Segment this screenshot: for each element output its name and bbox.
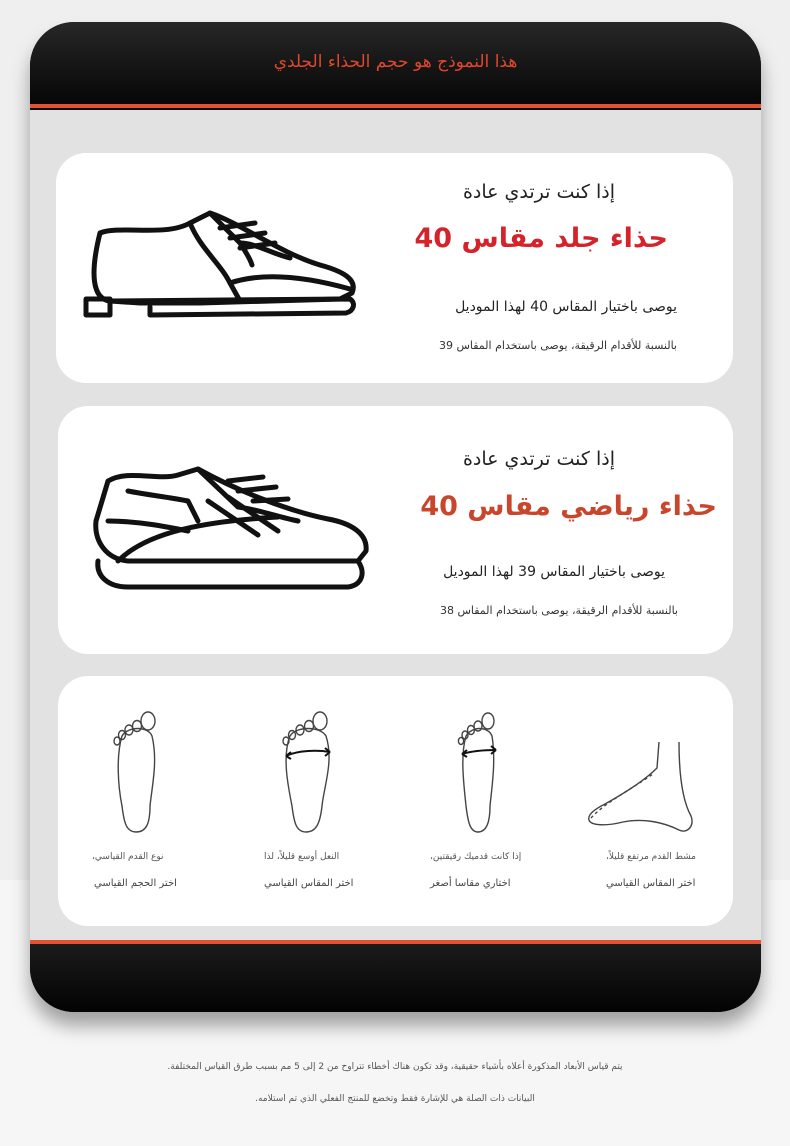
leather-size-label: حذاء جلد مقاس 40: [414, 223, 668, 254]
leather-narrow-note: بالنسبة للأقدام الرقيقة، يوصى باستخدام المقاس 39: [438, 339, 677, 352]
narrow-foot-icon: [450, 706, 510, 836]
content-panel: [30, 110, 761, 940]
foot-type-1-advice: اختر الحجم القياسي: [94, 878, 177, 889]
foot-type-1-desc: نوع القدم القياسي،: [92, 852, 164, 862]
standard-foot-icon: [108, 706, 168, 836]
measurement-disclaimer: يتم قياس الأبعاد المذكورة أعلاه بأشياء حقيقية، وقد تكون هناك أخطاء تتراوح من 2 إلى 5 مم بسبب طرق القياس المختلفة.: [167, 1062, 623, 1072]
usual-size-prompt: إذا كنت ترتدي عادة: [462, 181, 615, 203]
high-arch-foot-icon: [583, 738, 703, 838]
foot-type-3-desc: إذا كانت قدميك رقيقتين،: [430, 852, 522, 862]
sneaker-size-card: [58, 406, 733, 654]
leather-recommendation: يوصى باختيار المقاس 40 لهذا الموديل: [455, 299, 677, 315]
size-guide-frame: [30, 22, 761, 1012]
footer-band: [30, 944, 761, 1012]
foot-type-3-advice: اختاري مقاسا أصغر: [430, 878, 511, 889]
sneaker-icon: [88, 461, 373, 596]
foot-type-2-advice: اختر المقاس القياسي: [264, 878, 354, 889]
leather-shoe-icon: [80, 203, 365, 323]
page-title: هذا النموذج هو حجم الحذاء الجلدي: [273, 52, 518, 72]
leather-size-card: [56, 153, 733, 383]
sneaker-size-label: حذاء رياضي مقاس 40: [420, 491, 717, 522]
usual-size-prompt-2: إذا كنت ترتدي عادة: [462, 448, 615, 470]
sneaker-narrow-note: بالنسبة للأقدام الرقيقة، يوصى باستخدام المقاس 38: [439, 604, 678, 617]
header-accent-line: [30, 104, 761, 108]
reference-disclaimer: البيانات ذات الصلة هي للإشارة فقط وتخضع للمنتج الفعلي الذي تم استلامه.: [255, 1094, 535, 1104]
foot-type-2-desc: النعل أوسع قليلاً، لذا: [264, 852, 340, 862]
foot-type-4-desc: مشط القدم مرتفع قليلاً،: [606, 852, 696, 862]
sneaker-recommendation: يوصى باختيار المقاس 39 لهذا الموديل: [443, 564, 665, 580]
foot-type-4-advice: اختر المقاس القياسي: [606, 878, 696, 889]
foot-type-card: [58, 676, 733, 926]
wide-foot-icon: [278, 706, 338, 836]
